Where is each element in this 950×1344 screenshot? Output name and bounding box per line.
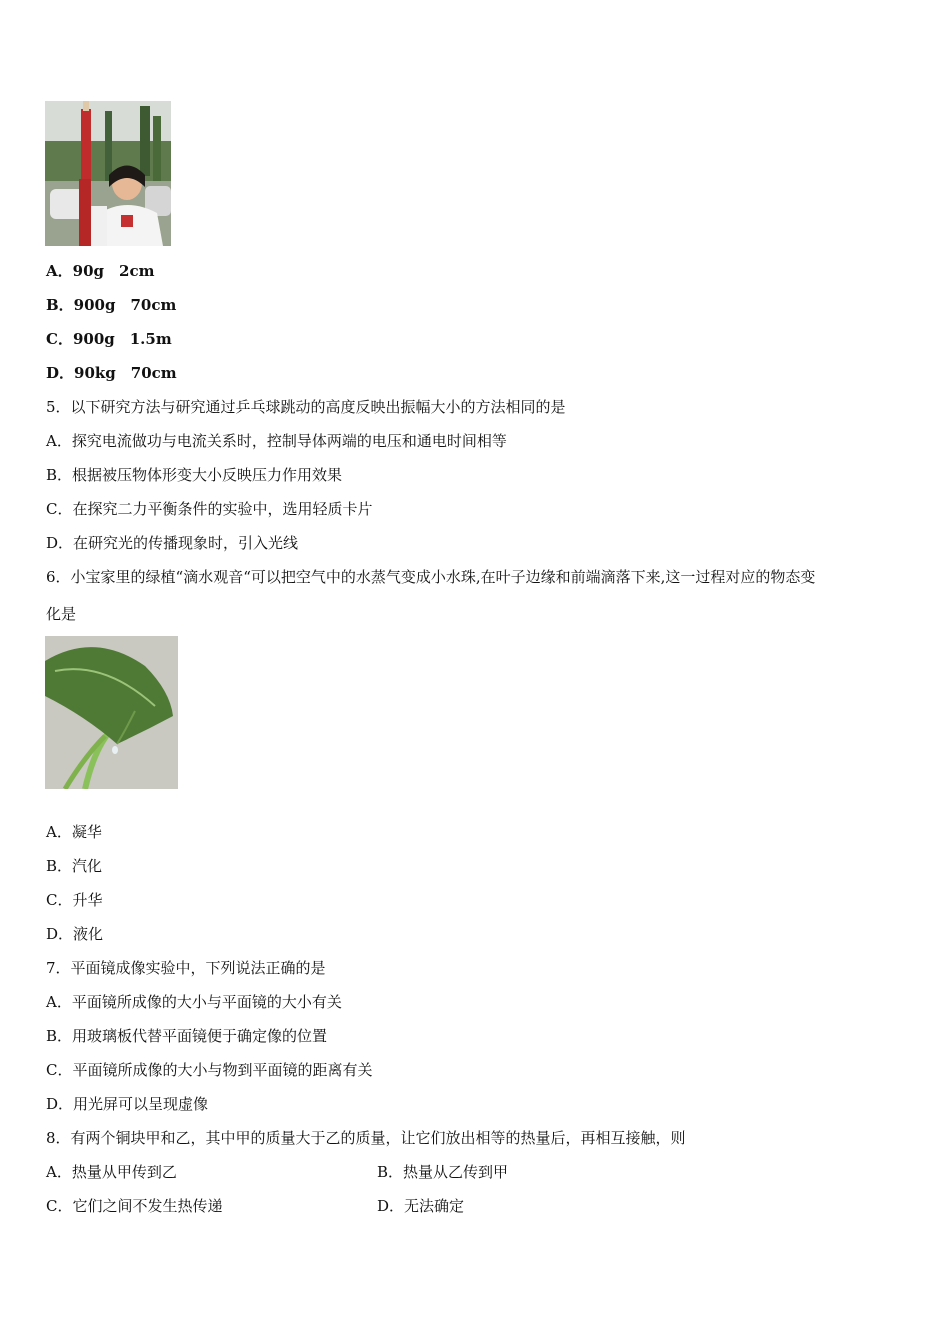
q6-option-a: A．凝华 [46, 823, 102, 841]
q8-option-d: D．无法确定 [377, 1197, 465, 1215]
q8-option-c: C．它们之间不发生热传递 [46, 1197, 223, 1215]
q4-option-b: B．900g 70cm [46, 296, 177, 314]
q6-stem-line1: 6．小宝家里的绿植“滴水观音“可以把空气中的水蒸气变成小水珠,在叶子边缘和前端滴落下来,这一过程对应的物态变 [46, 568, 816, 586]
torch-bearer-photo [45, 101, 171, 246]
q6-stem-line2: 化是 [46, 605, 77, 623]
q7-option-c: C．平面镜所成像的大小与物到平面镜的距离有关 [46, 1061, 373, 1079]
q4-option-d: D．90kg 70cm [46, 364, 177, 382]
q7-option-a: A．平面镜所成像的大小与平面镜的大小有关 [46, 993, 342, 1011]
q6-option-b: B．汽化 [46, 857, 103, 875]
q7-option-b: B．用玻璃板代替平面镜便于确定像的位置 [46, 1027, 328, 1045]
q5-option-c: C．在探究二力平衡条件的实验中，选用轻质卡片 [46, 500, 373, 518]
q5-option-d: D．在研究光的传播现象时，引入光线 [46, 534, 299, 552]
torch-bearer-illustration [45, 101, 171, 246]
q4-option-c: C．900g 1.5m [46, 330, 172, 348]
q7-stem: 7．平面镜成像实验中，下列说法正确的是 [46, 959, 326, 977]
q8-stem: 8．有两个铜块甲和乙，其中甲的质量大于乙的质量，让它们放出相等的热量后，再相互接触，则 [46, 1129, 686, 1147]
leaf-illustration [45, 636, 178, 789]
q6-option-c: C．升华 [46, 891, 103, 909]
q5-option-b: B．根据被压物体形变大小反映压力作用效果 [46, 466, 343, 484]
q4-option-a: A．90g 2cm [46, 262, 155, 280]
q5-stem: 5．以下研究方法与研究通过乒乓球跳动的高度反映出振幅大小的方法相同的是 [46, 398, 566, 416]
leaf-water-drop-photo [45, 636, 178, 789]
q8-option-a: A．热量从甲传到乙 [46, 1163, 177, 1181]
q5-option-a: A．探究电流做功与电流关系时，控制导体两端的电压和通电时间相等 [46, 432, 507, 450]
q6-option-d: D．液化 [46, 925, 104, 943]
q7-option-d: D．用光屏可以呈现虚像 [46, 1095, 209, 1113]
q8-option-b: B．热量从乙传到甲 [377, 1163, 509, 1181]
